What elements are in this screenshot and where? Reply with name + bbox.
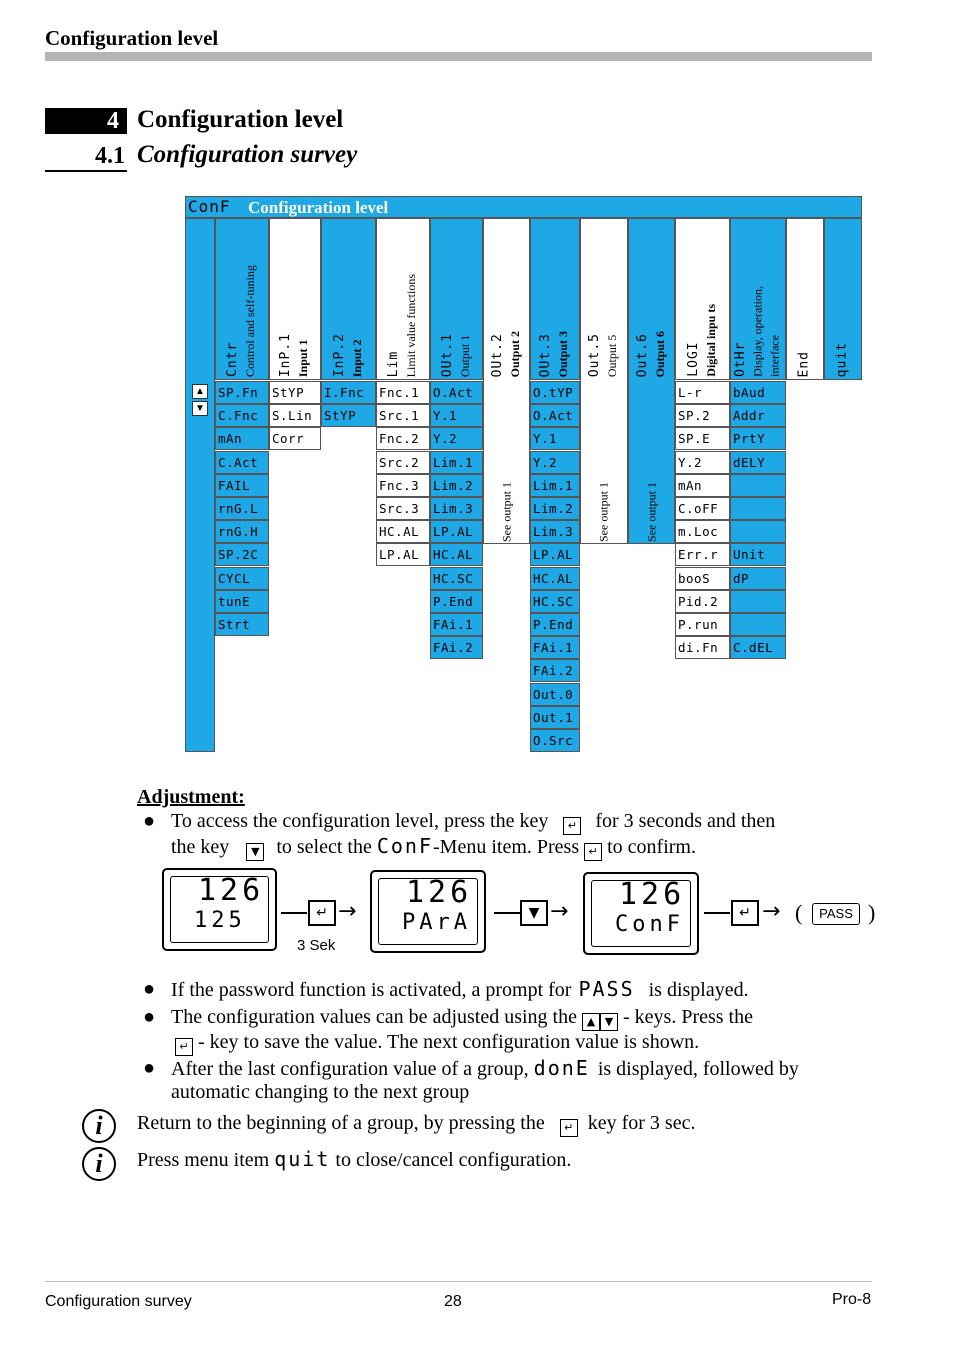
bullet-dot: ● — [143, 978, 156, 1000]
table-cell: FAi.2 — [530, 659, 580, 682]
enter-key-icon: ↵ — [731, 900, 759, 926]
close-paren: ) — [868, 900, 876, 925]
column-code: OUt.2 — [489, 332, 505, 377]
column-code: quit — [834, 341, 850, 377]
right-arrow-icon: → — [762, 899, 781, 924]
table-cell: HC.AL — [530, 567, 580, 590]
display-1-line-1: 126 — [198, 873, 265, 908]
table-cell — [730, 474, 786, 497]
column-subtitle: Display, operation, — [750, 286, 765, 377]
table-cell: booS — [675, 567, 730, 590]
table-cell: HC.AL — [430, 543, 483, 566]
column-label — [386, 274, 420, 377]
b2-text-a: If the password function is activated, a prompt for — [171, 979, 572, 1001]
out5-see-note — [580, 380, 627, 544]
table-cell: LP.AL — [530, 543, 580, 566]
table-cell: S.Lin — [269, 404, 321, 427]
column-header — [430, 218, 483, 380]
table-cell: O.Src — [530, 729, 580, 752]
column-code: LOGI — [685, 341, 701, 377]
table-cell: bAud — [730, 381, 786, 404]
table-cell: mAn — [675, 474, 730, 497]
table-cell: Lim.2 — [530, 497, 580, 520]
column-label — [225, 265, 259, 377]
table-cell: C.dEL — [730, 636, 786, 659]
table-cell: Y.1 — [530, 427, 580, 450]
table-cell: PrtY — [730, 427, 786, 450]
table-cell: Lim.1 — [430, 451, 483, 474]
table-cell: P.run — [675, 613, 730, 636]
b4-done-code: donE — [533, 1056, 590, 1080]
table-cell: SP.2 — [675, 404, 730, 427]
column-subtitle: Output 6 — [652, 330, 667, 377]
column-label — [587, 333, 621, 377]
i1-text-b: key for 3 sec. — [587, 1112, 696, 1134]
table-cell — [730, 497, 786, 520]
b3-text-a: The configuration values can be adjusted using the — [171, 1006, 577, 1028]
table-cell: Y.2 — [530, 451, 580, 474]
column-label — [440, 333, 474, 377]
footer-right: Pro-8 — [832, 1291, 872, 1308]
column-header — [215, 218, 269, 380]
column-subtitle: Output 3 — [556, 330, 570, 377]
table-cell: Lim.1 — [530, 474, 580, 497]
table-cell: dELY — [730, 451, 786, 474]
column-label — [332, 333, 366, 377]
table-cell: Y.2 — [430, 427, 483, 450]
i2-quit-code: quit — [274, 1147, 331, 1171]
table-cell: FAIL — [215, 474, 269, 497]
out2-see-note — [483, 380, 530, 544]
column-code: InP.1 — [278, 332, 294, 377]
column-header — [786, 218, 824, 380]
running-title: Configuration level — [45, 26, 219, 50]
column-subtitle: Input 1 — [296, 339, 310, 377]
column-code: Cntr — [225, 341, 241, 377]
table-cell: StYP — [321, 404, 376, 427]
section-4-1-title: Configuration survey — [137, 141, 358, 168]
enter-key-icon: ↵ — [584, 843, 602, 861]
table-cell: Y.2 — [675, 451, 730, 474]
table-cell: P.End — [530, 613, 580, 636]
flow-line — [704, 912, 730, 914]
table-cell: Lim.3 — [530, 520, 580, 543]
info-icon: i — [82, 1109, 116, 1143]
table-cell: Src.3 — [376, 497, 430, 520]
column-header — [269, 218, 321, 380]
table-cell: SP.Fn — [215, 381, 269, 404]
table-cell: Unit — [730, 543, 786, 566]
column-label — [278, 333, 312, 377]
table-cell: CYCL — [215, 567, 269, 590]
column-subtitle: Input 2 — [349, 339, 364, 377]
column-subtitle: Limit value functions — [404, 273, 418, 377]
column-code: OUt.1 — [439, 332, 455, 377]
table-cell: rnG.L — [215, 497, 269, 520]
table-cell: Out.1 — [530, 706, 580, 729]
down-key-icon: ▼ — [520, 900, 548, 926]
b1-text-f: to confirm. — [607, 836, 696, 858]
column-subtitle: Output 1 — [457, 334, 472, 377]
sek-label: 3 Sek — [297, 937, 336, 954]
table-cell: Src.1 — [376, 404, 430, 427]
column-code: End — [796, 350, 812, 377]
column-code: Out.5 — [587, 332, 603, 377]
column-subtitle: Digital inpu ts — [703, 304, 718, 377]
b1-text-d: to select the — [276, 836, 372, 858]
section-4-title: Configuration level — [137, 106, 344, 133]
column-header — [376, 218, 430, 380]
b3-text-c: - key to save the value. The next configuration value is shown. — [198, 1031, 700, 1053]
display-2 — [370, 870, 486, 953]
down-key-icon: ▼ — [600, 1013, 618, 1031]
table-cell: P.End — [430, 590, 483, 613]
column-header — [530, 218, 580, 380]
column-header — [675, 218, 730, 380]
up-arrow-icon: ▲ — [192, 384, 208, 399]
table-cell: LP.AL — [430, 520, 483, 543]
table-cell: Src.2 — [376, 451, 430, 474]
table-cell — [730, 613, 786, 636]
b2-pass-code: PASS — [578, 977, 635, 1001]
table-cell: C.Act — [215, 451, 269, 474]
down-arrow-icon: ▼ — [192, 401, 208, 416]
column-label — [538, 331, 572, 377]
table-cell: dP — [730, 567, 786, 590]
info-1-text — [137, 1112, 877, 1137]
conf-code: ConF — [188, 197, 231, 216]
right-arrow-icon: → — [338, 899, 357, 924]
b1-conf-code: ConF — [376, 834, 434, 858]
table-cell: LP.AL — [376, 543, 430, 566]
table-cell: StYP — [269, 381, 321, 404]
adjustment-title: Adjustment: — [137, 786, 245, 808]
table-cell: O.tYP — [530, 381, 580, 404]
column-header — [730, 218, 786, 380]
b2-text-b: is displayed. — [648, 979, 749, 1001]
table-cell: Fnc.1 — [376, 381, 430, 404]
down-key-icon: ▼ — [246, 843, 264, 861]
table-cell: FAi.1 — [430, 613, 483, 636]
bullet-dot: ● — [143, 810, 156, 832]
table-cell: di.Fn — [675, 636, 730, 659]
column-label — [635, 331, 669, 377]
section-4-1-rule — [45, 170, 127, 172]
see-output-1-note: See output 1 — [596, 482, 611, 542]
table-cell: rnG.H — [215, 520, 269, 543]
table-cell: FAi.2 — [430, 636, 483, 659]
table-cell: Corr — [269, 427, 321, 450]
column-header — [321, 218, 376, 380]
table-cell: C.oFF — [675, 497, 730, 520]
column-label — [686, 304, 720, 377]
config-table-left-bar — [185, 218, 215, 752]
b1-text-e: -Menu item. Press — [433, 836, 580, 858]
table-cell: Err.r — [675, 543, 730, 566]
b1-text-b: for 3 seconds and then — [595, 810, 776, 832]
display-3 — [583, 872, 699, 955]
table-cell: O.Act — [530, 404, 580, 427]
section-4-1-number: 4.1 — [95, 143, 125, 169]
table-cell — [730, 590, 786, 613]
table-cell — [730, 520, 786, 543]
column-label — [490, 331, 524, 377]
section-4-number: 4 — [45, 108, 127, 134]
display-1-line-2: 125 — [194, 908, 246, 933]
table-cell: Addr — [730, 404, 786, 427]
b4-text-a: After the last configuration value of a group, — [171, 1058, 529, 1080]
display-3-line-1: 126 — [619, 877, 686, 912]
table-cell: HC.SC — [530, 590, 580, 613]
out6-see-note — [628, 380, 675, 544]
table-cell: HC.SC — [430, 567, 483, 590]
column-subtitle: Output 2 — [507, 330, 522, 377]
table-cell: FAi.1 — [530, 636, 580, 659]
table-cell: Y.1 — [430, 404, 483, 427]
column-code: Lim — [386, 350, 402, 377]
up-key-icon: ▲ — [582, 1013, 600, 1031]
column-label — [797, 351, 814, 377]
b4-text-b: is displayed, followed by — [597, 1058, 799, 1080]
table-cell: SP.2C — [215, 543, 269, 566]
right-arrow-icon: → — [550, 899, 569, 924]
column-header — [824, 218, 862, 380]
table-cell: Lim.2 — [430, 474, 483, 497]
column-code: InP.2 — [331, 332, 347, 377]
pass-key-label: PASS — [812, 903, 860, 925]
table-cell: L-r — [675, 381, 730, 404]
table-cell: I.Fnc — [321, 381, 376, 404]
table-cell: HC.AL — [376, 520, 430, 543]
table-cell: Strt — [215, 613, 269, 636]
enter-key-icon: ↵ — [308, 900, 336, 926]
flow-line — [281, 912, 307, 914]
display-2-line-2: PArA — [402, 910, 471, 935]
bullet-3-text — [171, 1006, 871, 1056]
table-cell: Fnc.3 — [376, 474, 430, 497]
column-label — [733, 286, 783, 377]
b3-text-b: - keys. Press the — [623, 1006, 753, 1028]
footer-rule — [45, 1281, 872, 1282]
table-cell: SP.E — [675, 427, 730, 450]
column-subtitle: Output 5 — [605, 334, 619, 377]
bullet-1-text — [171, 810, 871, 861]
info-icon: i — [82, 1147, 116, 1181]
header-rule — [45, 52, 872, 61]
footer-left: Configuration survey — [45, 1293, 192, 1310]
info-2-text — [137, 1148, 877, 1172]
column-subtitle: Control and self-tuning — [243, 265, 257, 377]
flow-line — [494, 912, 520, 914]
enter-key-icon: ↵ — [175, 1038, 193, 1056]
bullet-dot: ● — [143, 1057, 156, 1079]
column-code: Out.6 — [634, 332, 650, 377]
enter-key-icon: ↵ — [560, 1119, 578, 1137]
bullet-dot: ● — [143, 1006, 156, 1028]
i2-text-a: Press menu item — [137, 1149, 270, 1171]
table-cell: Fnc.2 — [376, 427, 430, 450]
display-2-line-1: 126 — [406, 875, 473, 910]
bullet-2-text — [171, 978, 871, 1002]
table-cell: Out.0 — [530, 683, 580, 706]
table-cell: Pid.2 — [675, 590, 730, 613]
display-1 — [162, 868, 277, 951]
footer-page-number: 28 — [444, 1293, 462, 1310]
table-cell: mAn — [215, 427, 269, 450]
conf-label: Configuration level — [248, 198, 389, 217]
i1-text-a: Return to the beginning of a group, by pressing the — [137, 1112, 545, 1134]
table-cell: Lim.3 — [430, 497, 483, 520]
see-output-1-note: See output 1 — [499, 482, 514, 542]
b4-text-c: automatic changing to the next group — [171, 1081, 470, 1103]
see-output-1-note: See output 1 — [644, 482, 659, 542]
column-label — [835, 342, 852, 377]
b1-text-c: the key — [171, 836, 230, 858]
table-cell: O.Act — [430, 381, 483, 404]
table-cell: C.Fnc — [215, 404, 269, 427]
open-paren: ( — [795, 900, 803, 925]
table-cell: m.Loc — [675, 520, 730, 543]
column-code: OtHr — [732, 341, 748, 377]
i2-text-b: to close/cancel configuration. — [335, 1149, 572, 1171]
b1-text-a: To access the configuration level, press the key — [171, 810, 549, 832]
column-subtitle: interface — [767, 335, 782, 377]
table-cell: tunE — [215, 590, 269, 613]
enter-key-icon: ↵ — [563, 817, 581, 835]
column-code: OUt.3 — [538, 332, 554, 377]
bullet-4-text — [171, 1057, 881, 1104]
display-3-line-2: ConF — [615, 912, 684, 937]
